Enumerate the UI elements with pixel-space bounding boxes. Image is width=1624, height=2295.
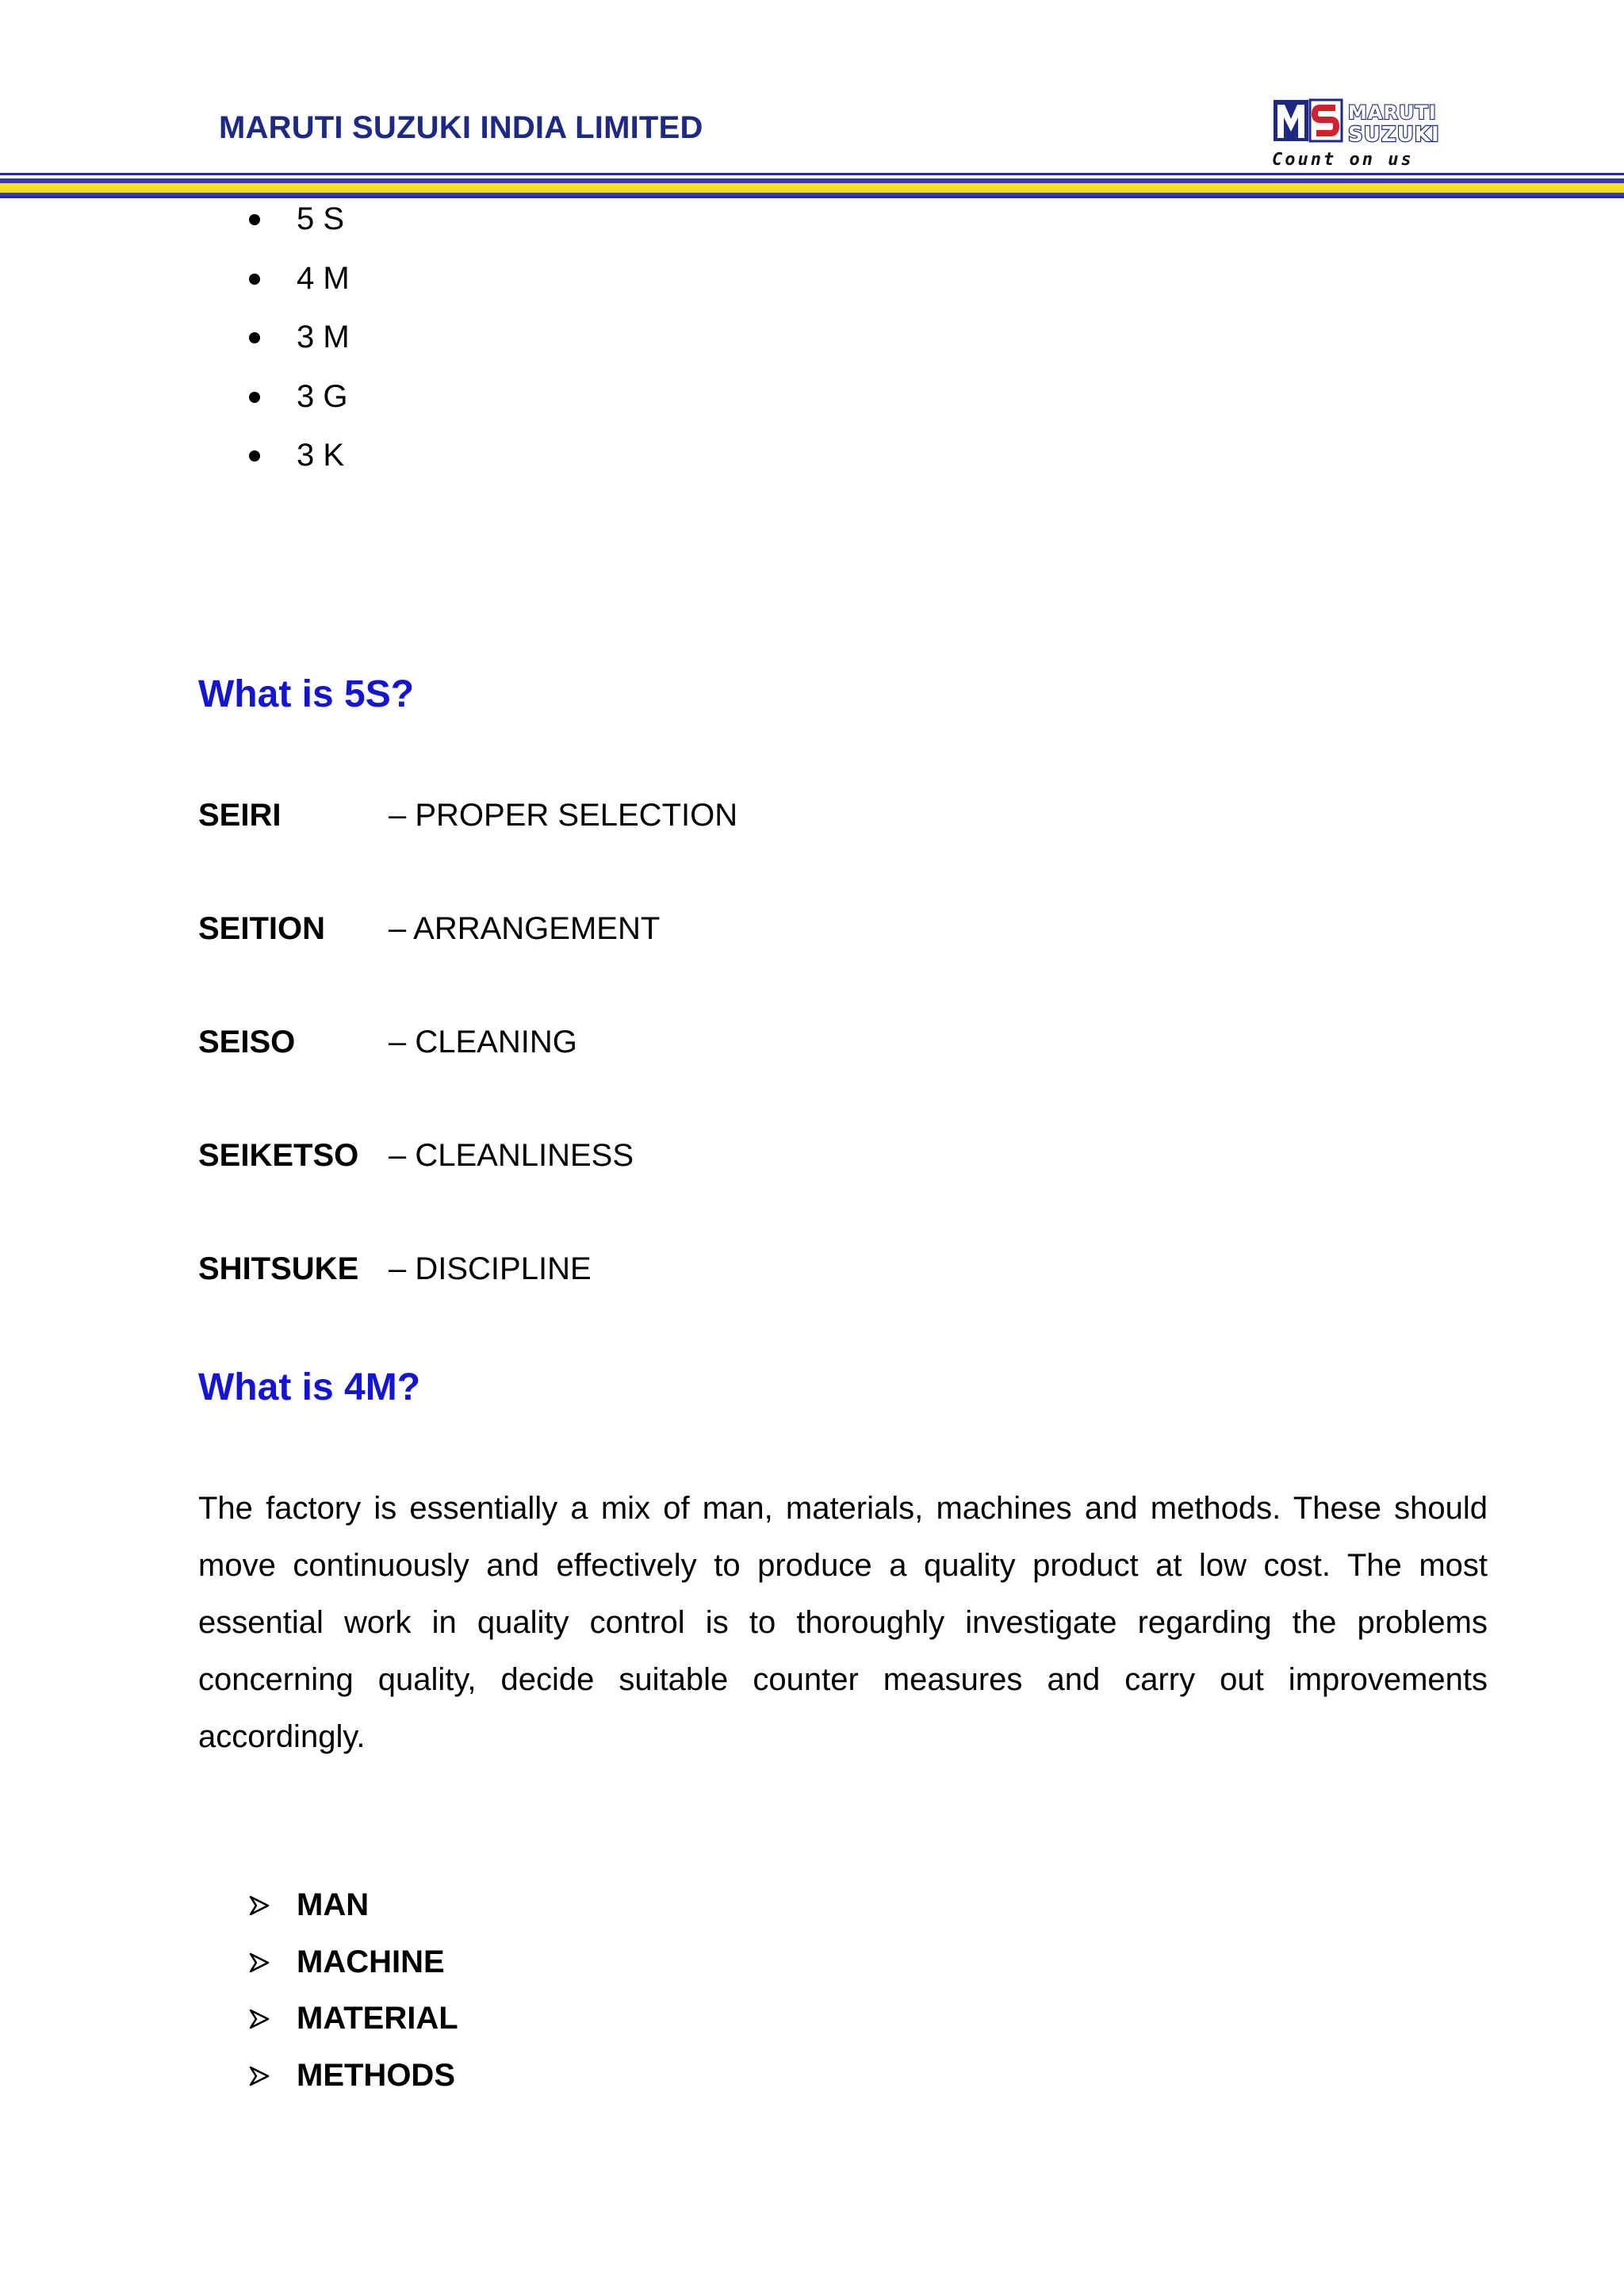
list-item: MATERIAL: [249, 1994, 458, 2052]
logo-word-maruti: MARUTI: [1348, 102, 1437, 124]
list-item: MACHINE: [249, 1938, 458, 1995]
arrow-bullet-icon: [249, 2009, 270, 2029]
definition-term: SEIRI: [198, 798, 282, 833]
four-m-list: [249, 1881, 458, 2108]
list-item: 3 G: [249, 373, 350, 432]
definition-term: SEITION: [198, 911, 326, 946]
arrow-bullet-icon: [249, 2066, 270, 2086]
arrow-bullet-icon: [249, 1952, 270, 1973]
header-rule: [0, 173, 1624, 200]
definition-meaning: – CLEANLINESS: [389, 1138, 634, 1173]
list-item: 3 K: [249, 431, 350, 491]
list-item: 5 S: [249, 195, 350, 255]
bullet-icon: [249, 274, 260, 285]
definition-term: SEIKETSO: [198, 1138, 359, 1173]
list-item: MAN: [249, 1881, 458, 1938]
arrow-bullet-icon: [249, 1895, 270, 1916]
logo-tagline: Count on us: [1272, 150, 1414, 170]
list-item: 4 M: [249, 255, 350, 314]
bullet-icon: [249, 332, 260, 343]
definition-term: SEISO: [198, 1025, 296, 1059]
maruti-suzuki-logo-icon: [1270, 98, 1477, 170]
section-heading-5s: What is 5S?: [198, 673, 415, 715]
company-name: MARUTI SUZUKI INDIA LIMITED: [219, 110, 703, 145]
section-heading-4m: What is 4M?: [198, 1366, 421, 1408]
definition-meaning: – PROPER SELECTION: [389, 798, 738, 833]
definition-term: SHITSUKE: [198, 1251, 359, 1286]
list-item: METHODS: [249, 2052, 458, 2109]
concepts-list: [249, 195, 350, 491]
definition-meaning: – ARRANGEMENT: [389, 911, 661, 946]
definition-meaning: – DISCIPLINE: [389, 1251, 592, 1286]
bullet-icon: [249, 392, 260, 403]
logo-word-suzuki: SUZUKI: [1348, 123, 1440, 147]
list-item: 3 M: [249, 313, 350, 373]
body-paragraph: The factory is essentially a mix of man, materials, machines and methods. These should move continuously and effectively to produce a quality product at low cost. The most essential work in quality control is to thoroughly investigate regarding the problems concerning quality, decide suitable counter measures and carry out improvements accordingly.: [198, 1491, 1488, 1754]
definition-meaning: – CLEANING: [389, 1025, 577, 1059]
bullet-icon: [249, 214, 260, 225]
bullet-icon: [249, 450, 260, 462]
